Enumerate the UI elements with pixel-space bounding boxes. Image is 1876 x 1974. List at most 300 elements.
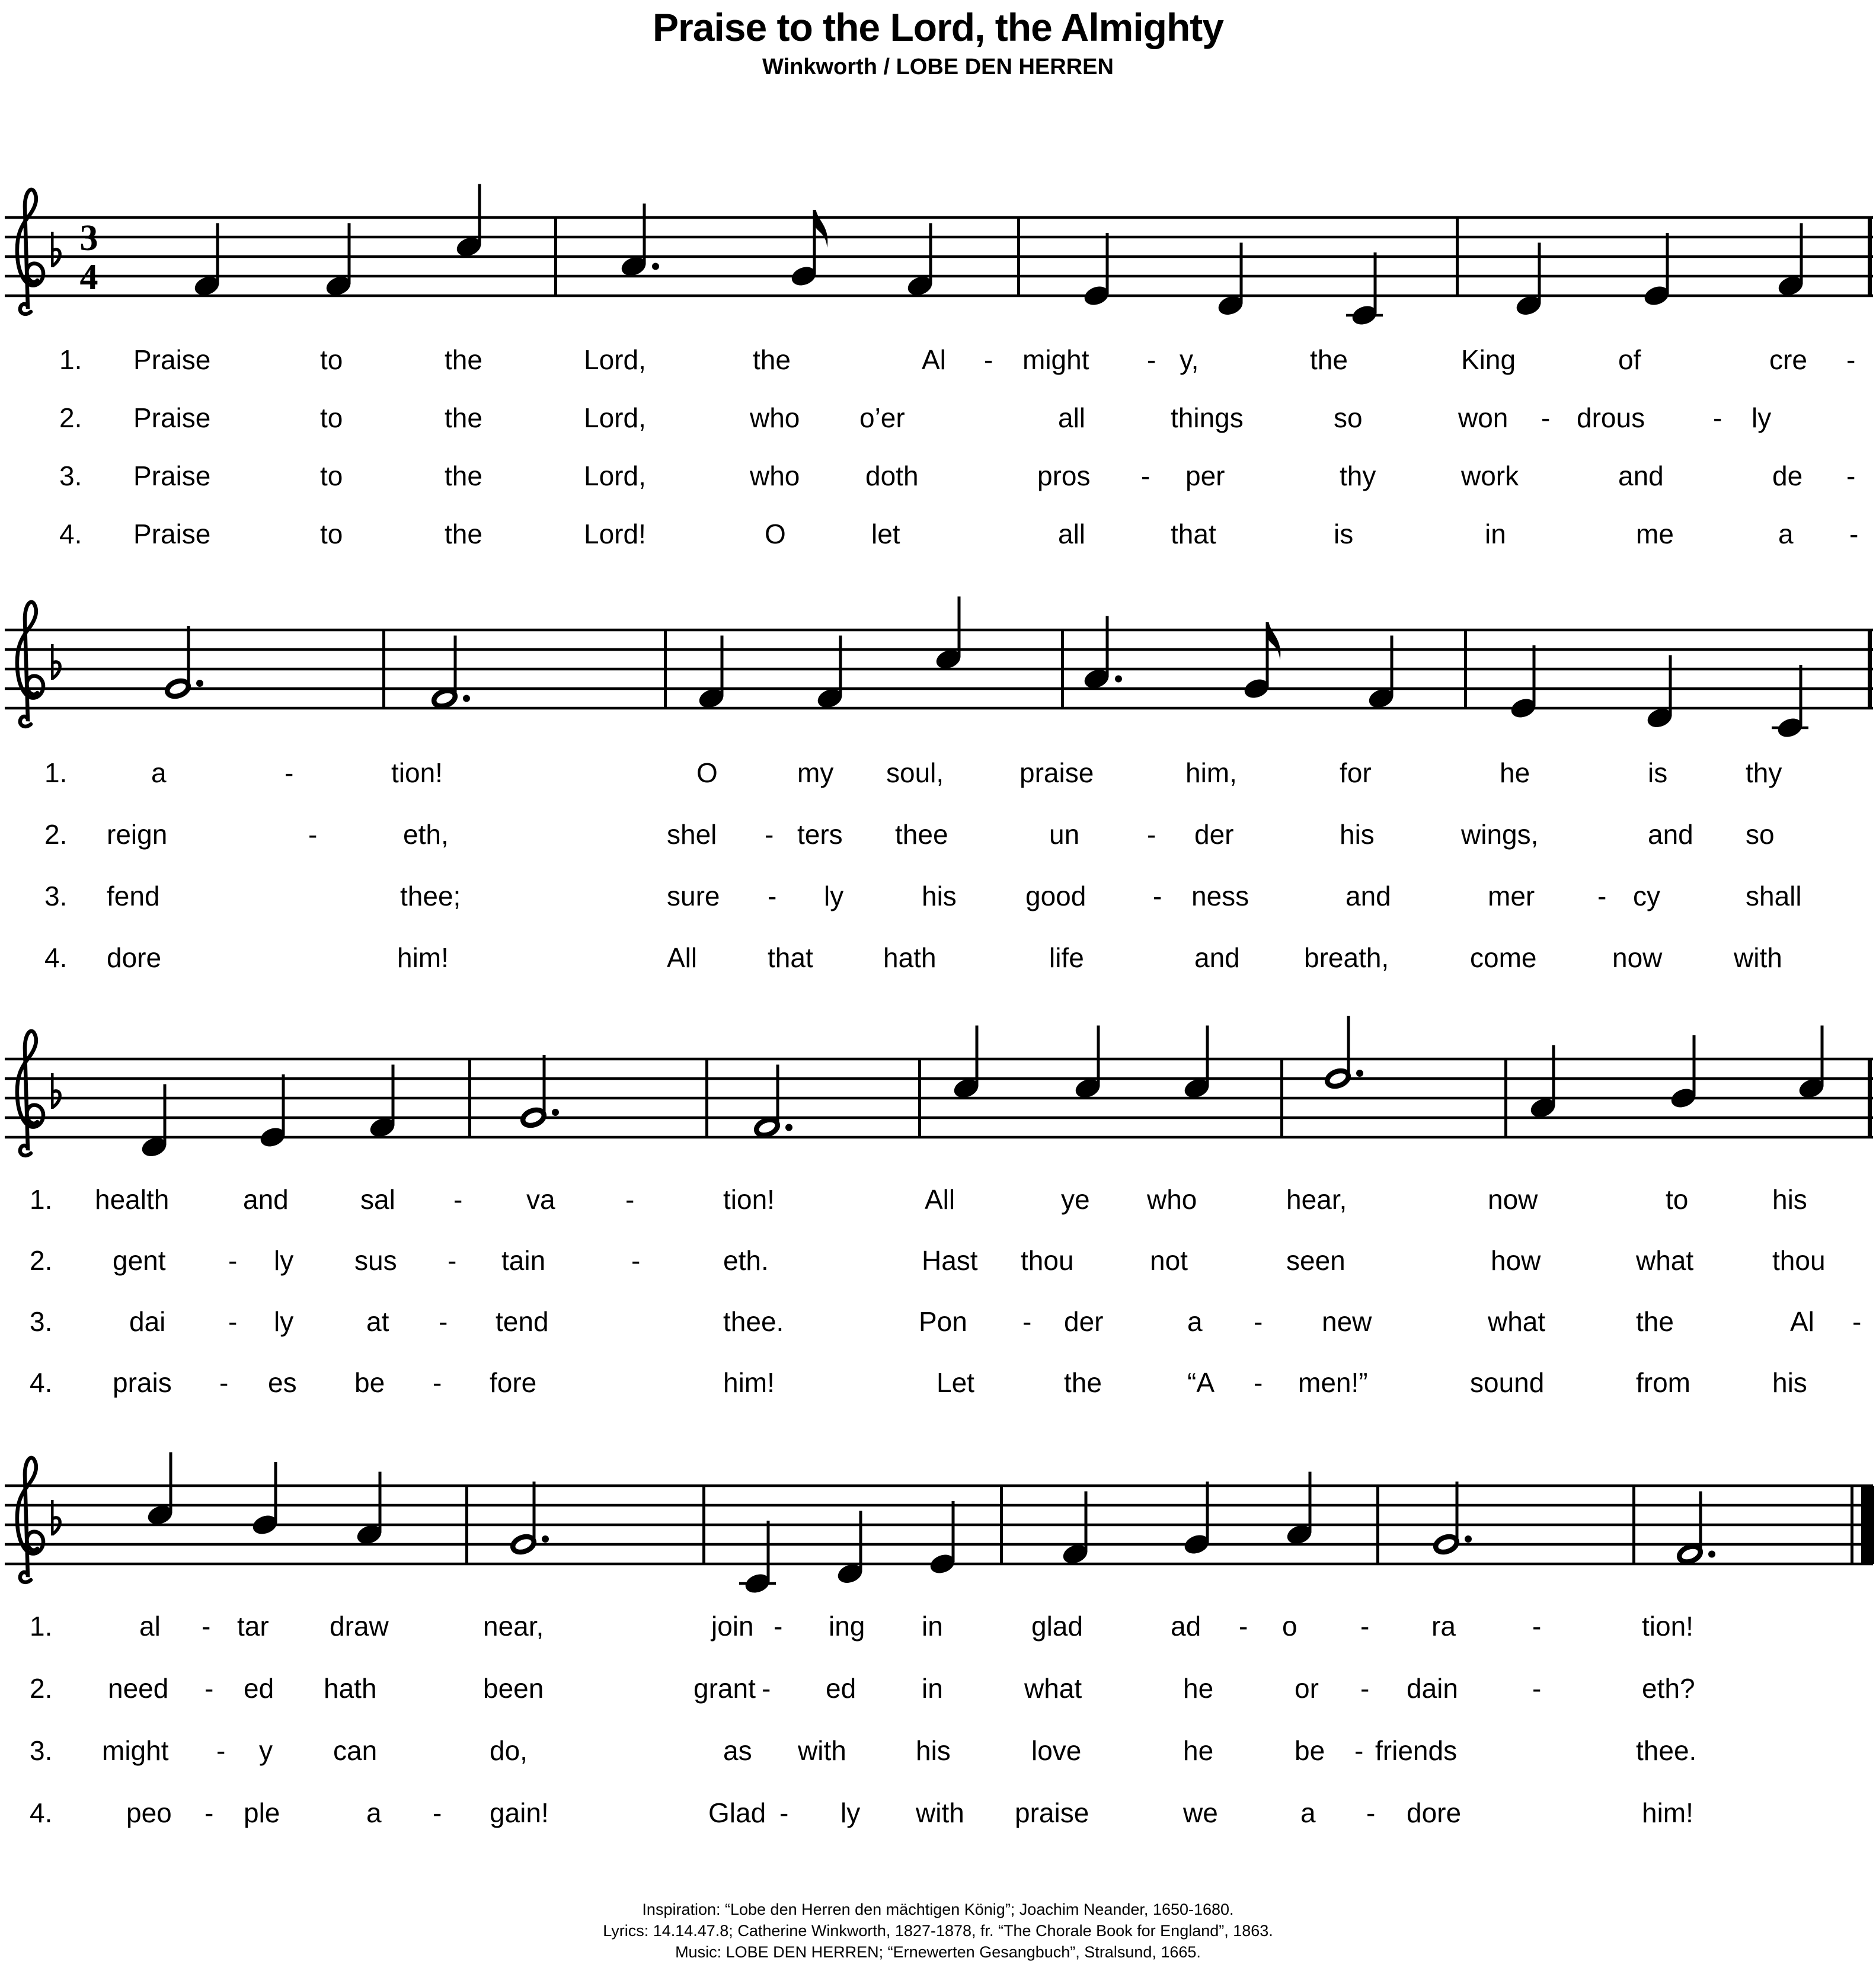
- verse-number: 4.: [30, 1797, 53, 1828]
- note-stem: [187, 626, 190, 687]
- syllable-hyphen: -: [779, 1797, 789, 1828]
- lyric-word: might: [1022, 344, 1089, 375]
- note-f4-q: [324, 223, 353, 299]
- lyric-word: dai: [129, 1306, 166, 1337]
- note-c5-q: [454, 184, 484, 260]
- note-stem: [1699, 1492, 1702, 1553]
- note-stem: [958, 597, 961, 658]
- lyric-word: “A: [1187, 1367, 1215, 1398]
- lyric-word: is: [1334, 519, 1354, 549]
- note-f4-q: [367, 1065, 397, 1140]
- lyric-word: all: [1058, 402, 1086, 433]
- note-f4-dh: [1677, 1492, 1715, 1565]
- lyric-word: sal: [360, 1184, 395, 1215]
- page-title: Praise to the Lord, the Almighty: [653, 5, 1223, 49]
- lyric-word: ness: [1191, 881, 1249, 911]
- syllable-hyphen: -: [308, 819, 318, 850]
- note-c4-q: [739, 1521, 776, 1596]
- lyric-word: and: [1346, 881, 1391, 911]
- staff-line: [5, 1077, 1873, 1080]
- lyric-word: ra: [1431, 1611, 1456, 1642]
- note-e4-q: [1082, 233, 1111, 308]
- verse-line-1-system-2: [0, 756, 1876, 790]
- note-stem: [1391, 636, 1394, 697]
- lyric-word: won: [1458, 402, 1509, 433]
- note-stem: [478, 184, 481, 245]
- verse-line-4-system-4: [0, 1796, 1876, 1830]
- note-stem: [1206, 1026, 1209, 1087]
- lyric-word: wings,: [1461, 819, 1539, 850]
- lyric-word: Praise: [133, 344, 211, 375]
- lyric-word: Hast: [922, 1245, 978, 1276]
- note-stem: [1666, 233, 1669, 294]
- note-stem: [1206, 1482, 1209, 1543]
- lyric-word: thee: [895, 819, 948, 850]
- lyric-word: the: [1310, 344, 1348, 375]
- verse-line-3-system-4: [0, 1733, 1876, 1768]
- note-stem: [1552, 1045, 1555, 1106]
- syllable-hyphen: -: [1852, 1306, 1862, 1337]
- syllable-hyphen: -: [768, 881, 777, 911]
- lyric-word: es: [268, 1367, 297, 1398]
- lyric-word: cre: [1769, 344, 1807, 375]
- lyric-word: mer: [1488, 881, 1535, 911]
- notehead-half: [165, 678, 190, 699]
- note-f4-q: [1060, 1492, 1090, 1567]
- lyric-word: the: [1636, 1306, 1674, 1337]
- syllable-hyphen: -: [228, 1306, 238, 1337]
- barline: [1280, 1059, 1283, 1137]
- syllable-hyphen: -: [1846, 344, 1856, 375]
- lyric-word: thy: [1340, 460, 1376, 491]
- note-a4-dq: [619, 204, 659, 279]
- lyric-word: tion!: [723, 1184, 775, 1215]
- syllable-hyphen: -: [631, 1245, 641, 1276]
- note-c5-q: [145, 1452, 175, 1528]
- lyric-word: ple: [244, 1797, 280, 1828]
- lyric-word: new: [1322, 1306, 1372, 1337]
- note-stem: [348, 223, 351, 284]
- lyric-word: me: [1636, 519, 1674, 549]
- lyric-word: him!: [723, 1367, 775, 1398]
- staff-line: [5, 687, 1873, 690]
- note-stem: [274, 1462, 277, 1523]
- verse-number: 3.: [44, 881, 68, 911]
- lyric-word: what: [1488, 1306, 1546, 1337]
- note-c4-q: [1772, 665, 1808, 740]
- verse-number: 2.: [30, 1673, 53, 1704]
- note-d4-q: [835, 1511, 865, 1586]
- staff-system-3: [0, 1007, 1876, 1185]
- note-stem: [1533, 645, 1536, 706]
- syllable-hyphen: -: [204, 1673, 214, 1704]
- lyric-word: ye: [1061, 1184, 1090, 1215]
- verse-number: 2.: [59, 402, 82, 433]
- augmentation-dot: [542, 1535, 549, 1543]
- staff-line: [5, 1485, 1873, 1487]
- lyric-word: gain!: [490, 1797, 549, 1828]
- lyric-word: with: [916, 1797, 964, 1828]
- augmentation-dot: [1115, 676, 1122, 683]
- note-stem: [282, 1074, 285, 1135]
- note-stem: [1266, 622, 1269, 687]
- note-stem: [533, 1482, 536, 1543]
- staff-line: [5, 275, 1873, 278]
- syllable-hyphen: -: [1713, 402, 1722, 433]
- lyric-word: tar: [237, 1611, 269, 1642]
- lyric-word: Lord,: [584, 460, 646, 491]
- lyric-word: un: [1049, 819, 1080, 850]
- lyric-word: so: [1746, 819, 1775, 850]
- lyric-word: Lord!: [584, 519, 646, 549]
- augmentation-dot: [196, 680, 203, 687]
- note-d4-q: [139, 1084, 169, 1160]
- staff-line: [5, 255, 1873, 258]
- note-stem: [1085, 1492, 1088, 1553]
- note-g4-q: [1182, 1482, 1212, 1557]
- note-d4-q: [1216, 243, 1245, 318]
- lyric-word: friends: [1375, 1735, 1458, 1766]
- lyric-word: o: [1282, 1611, 1297, 1642]
- syllable-hyphen: -: [1153, 881, 1162, 911]
- note-stem: [1456, 1482, 1459, 1543]
- lyric-word: shall: [1746, 881, 1802, 911]
- verse-line-1-system-1: [0, 343, 1876, 377]
- lyric-word: the: [1064, 1367, 1102, 1398]
- note-stem: [776, 1065, 779, 1126]
- lyric-word: ed: [244, 1673, 274, 1704]
- lyric-word: thee;: [400, 881, 461, 911]
- notehead-half: [520, 1107, 546, 1128]
- verse-line-4-system-3: [0, 1365, 1876, 1400]
- lyric-word: pros: [1037, 460, 1091, 491]
- lyric-word: al: [139, 1611, 161, 1642]
- staff-line: [5, 629, 1873, 632]
- barline: [1632, 1486, 1635, 1564]
- lyric-word: love: [1031, 1735, 1082, 1766]
- footer-music-credit: Music: LOBE DEN HERREN; “Ernewerten Gesangbuch”, Stralsund, 1665.: [675, 1943, 1201, 1961]
- end-barline: [1868, 217, 1872, 296]
- lyric-word: how: [1491, 1245, 1541, 1276]
- staff-line: [5, 648, 1873, 651]
- lyric-word: his: [922, 881, 957, 911]
- note-f4-q: [815, 636, 845, 711]
- lyric-word: he: [1183, 1735, 1214, 1766]
- lyric-word: be: [354, 1367, 385, 1398]
- lyric-word: health: [95, 1184, 170, 1215]
- note-e4-q: [1642, 233, 1672, 308]
- syllable-hyphen: -: [219, 1367, 229, 1398]
- note-stem: [1347, 1016, 1350, 1077]
- syllable-hyphen: -: [1360, 1611, 1370, 1642]
- lyric-word: Praise: [133, 519, 211, 549]
- lyric-word: ad: [1171, 1611, 1201, 1642]
- note-f4-q: [1366, 636, 1396, 711]
- lyric-word: ly: [824, 881, 844, 911]
- lyric-word: y,: [1180, 344, 1199, 375]
- lyric-word: might: [102, 1735, 169, 1766]
- note-stem: [839, 636, 842, 697]
- barline: [918, 1059, 921, 1137]
- note-stem: [379, 1472, 382, 1533]
- note-stem: [813, 210, 816, 274]
- lyric-word: to: [320, 519, 343, 549]
- lyric-word: sus: [354, 1245, 397, 1276]
- verse-line-2-system-3: [0, 1243, 1876, 1278]
- notehead-half: [754, 1117, 779, 1138]
- note-stem: [1821, 1026, 1824, 1087]
- lyric-word: things: [1171, 402, 1244, 433]
- barline: [1504, 1059, 1507, 1137]
- lyric-word: Al: [1790, 1306, 1814, 1337]
- staff-line: [5, 1097, 1873, 1100]
- verse-number: 3.: [59, 460, 82, 491]
- note-stem: [1693, 1035, 1696, 1096]
- syllable-hyphen: -: [984, 344, 993, 375]
- lyric-word: King: [1461, 344, 1516, 375]
- lyric-word: tion!: [391, 757, 443, 788]
- lyric-word: gent: [113, 1245, 166, 1276]
- verse-line-4-system-1: [0, 517, 1876, 551]
- lyric-word: Let: [937, 1367, 974, 1398]
- syllable-hyphen: -: [765, 819, 774, 850]
- barline: [1464, 630, 1467, 708]
- note-stem: [543, 1055, 546, 1116]
- note-bb4-q: [1669, 1035, 1698, 1111]
- verse-number: 1.: [59, 344, 82, 375]
- staff-line: [5, 1136, 1873, 1139]
- lyric-word: y: [259, 1735, 273, 1766]
- lyric-word: hear,: [1286, 1184, 1347, 1215]
- lyric-word: sound: [1470, 1367, 1545, 1398]
- staff-line: [5, 668, 1873, 671]
- note-stem: [170, 1452, 172, 1514]
- lyric-word: thy: [1746, 757, 1782, 788]
- lyric-word: eth,: [403, 819, 449, 850]
- lyric-word: praise: [1020, 757, 1094, 788]
- lyric-word: All: [925, 1184, 955, 1215]
- lyric-word: his: [1340, 819, 1375, 850]
- note-stem: [859, 1511, 862, 1572]
- syllable-hyphen: -: [433, 1367, 442, 1398]
- staff-line: [5, 216, 1873, 219]
- lyric-word: what: [1024, 1673, 1082, 1704]
- lyric-word: we: [1183, 1797, 1218, 1828]
- lyric-word: need: [108, 1673, 169, 1704]
- lyric-word: Glad: [708, 1797, 766, 1828]
- lyric-word: a: [1187, 1306, 1203, 1337]
- lyric-word: ly: [274, 1245, 294, 1276]
- footer-inspiration: Inspiration: “Lobe den Herren den mächtigen König”; Joachim Neander, 1650-1680.: [642, 1901, 1234, 1918]
- barline: [664, 630, 667, 708]
- staff-system-4: [0, 1434, 1876, 1611]
- lyric-word: in: [922, 1673, 943, 1704]
- barline: [1017, 217, 1020, 296]
- lyric-word: who: [750, 460, 800, 491]
- lyric-word: praise: [1015, 1797, 1089, 1828]
- lyric-word: doth: [865, 460, 919, 491]
- note-f4-q: [905, 223, 935, 299]
- syllable-hyphen: -: [625, 1184, 635, 1215]
- verse-number: 1.: [30, 1611, 53, 1642]
- lyric-word: from: [1636, 1367, 1690, 1398]
- note-c5-q: [1073, 1026, 1102, 1101]
- syllable-hyphen: -: [202, 1611, 211, 1642]
- notehead-half: [1433, 1534, 1459, 1555]
- lyric-word: the: [445, 344, 482, 375]
- barline: [554, 217, 557, 296]
- lyric-word: draw: [330, 1611, 389, 1642]
- lyric-word: his: [1772, 1184, 1807, 1215]
- verse-line-3-system-2: [0, 879, 1876, 913]
- lyric-word: with: [798, 1735, 846, 1766]
- end-barline: [1868, 1059, 1872, 1137]
- note-c5-q: [1182, 1026, 1212, 1101]
- lyric-word: O: [765, 519, 786, 549]
- lyric-word: Lord,: [584, 402, 646, 433]
- lyric-word: not: [1150, 1245, 1188, 1276]
- lyric-word: All: [667, 942, 698, 973]
- staff-line: [5, 1058, 1873, 1061]
- lyric-word: a: [1778, 519, 1794, 549]
- lyric-word: let: [871, 519, 900, 549]
- staff-line: [5, 1116, 1873, 1119]
- verse-number: 1.: [30, 1184, 53, 1215]
- lyric-word: and: [1648, 819, 1693, 850]
- lyric-word: can: [333, 1735, 378, 1766]
- augmentation-dot: [652, 263, 659, 270]
- lyric-word: a: [151, 757, 167, 788]
- lyric-word: Praise: [133, 402, 211, 433]
- syllable-hyphen: -: [1239, 1611, 1248, 1642]
- lyric-word: who: [750, 402, 800, 433]
- lyric-word: reign: [107, 819, 168, 850]
- staff-line: [5, 295, 1873, 297]
- syllable-hyphen: -: [774, 1611, 783, 1642]
- note-a4-q: [354, 1472, 384, 1547]
- verse-line-2-system-2: [0, 817, 1876, 852]
- note-f4-q: [1776, 223, 1805, 299]
- lyric-word: is: [1648, 757, 1668, 788]
- note-stem: [1106, 616, 1109, 677]
- augmentation-dot: [1708, 1551, 1715, 1558]
- lyric-word: with: [1734, 942, 1782, 973]
- barline: [1061, 630, 1064, 708]
- note-stem: [1669, 655, 1672, 716]
- lyric-word: o’er: [859, 402, 905, 433]
- verse-line-1-system-4: [0, 1609, 1876, 1643]
- note-stem: [767, 1521, 770, 1582]
- lyric-word: his: [1772, 1367, 1807, 1398]
- note-stem: [643, 204, 646, 265]
- lyric-word: a: [366, 1797, 382, 1828]
- syllable-hyphen: -: [1147, 819, 1156, 850]
- notehead-half: [510, 1534, 536, 1555]
- final-barline-thick: [1861, 1486, 1874, 1564]
- syllable-hyphen: -: [1849, 519, 1859, 549]
- lyric-word: that: [768, 942, 813, 973]
- note-stem: [392, 1065, 395, 1126]
- lyric-word: to: [320, 402, 343, 433]
- note-f4-dh: [754, 1065, 792, 1138]
- lyric-word: Al: [922, 344, 946, 375]
- lyric-word: glad: [1031, 1611, 1083, 1642]
- staff-line: [5, 1524, 1873, 1527]
- eighth-flag: [816, 210, 828, 248]
- lyric-word: dore: [107, 942, 162, 973]
- lyric-word: at: [366, 1306, 389, 1337]
- staff-system-1: [0, 165, 1876, 343]
- lyric-word: in: [922, 1611, 943, 1642]
- verse-line-2-system-4: [0, 1671, 1876, 1706]
- lyric-word: and: [1618, 460, 1664, 491]
- syllable-hyphen: -: [228, 1245, 238, 1276]
- syllable-hyphen: -: [1532, 1611, 1542, 1642]
- lyric-word: life: [1049, 942, 1084, 973]
- lyric-word: tain: [501, 1245, 546, 1276]
- barline: [702, 1486, 705, 1564]
- lyric-word: near,: [483, 1611, 544, 1642]
- syllable-hyphen: -: [1254, 1367, 1263, 1398]
- lyric-word: prais: [113, 1367, 172, 1398]
- lyric-word: all: [1058, 519, 1086, 549]
- lyric-word: work: [1461, 460, 1519, 491]
- note-stem: [1309, 1472, 1312, 1533]
- syllable-hyphen: -: [1147, 344, 1156, 375]
- lyric-word: to: [320, 344, 343, 375]
- note-stem: [164, 1084, 167, 1146]
- lyric-word: in: [1485, 519, 1506, 549]
- note-f4-q: [696, 636, 726, 711]
- syllable-hyphen: -: [1022, 1306, 1032, 1337]
- lyric-word: ed: [826, 1673, 856, 1704]
- note-f4-dh: [432, 636, 470, 709]
- lyric-word: va: [526, 1184, 555, 1215]
- syllable-hyphen: -: [1597, 881, 1607, 911]
- verse-number: 1.: [44, 757, 68, 788]
- lyric-word: tion!: [1642, 1611, 1693, 1642]
- lyric-word: fore: [490, 1367, 537, 1398]
- syllable-hyphen: -: [285, 757, 294, 788]
- lyric-word: men!”: [1298, 1367, 1368, 1398]
- lyric-word: thee.: [723, 1306, 784, 1337]
- note-c5-q: [934, 597, 963, 672]
- note-stem: [1240, 243, 1243, 304]
- syllable-hyphen: -: [1141, 460, 1150, 491]
- lyric-word: peo: [126, 1797, 172, 1828]
- verse-line-3-system-1: [0, 459, 1876, 493]
- lyric-word: thou: [1021, 1245, 1074, 1276]
- verse-line-4-system-2: [0, 940, 1876, 975]
- time-signature-numerator: 3: [79, 218, 98, 258]
- lyric-word: to: [1666, 1184, 1689, 1215]
- lyric-word: he: [1500, 757, 1530, 788]
- lyric-word: dain: [1407, 1673, 1458, 1704]
- lyric-word: of: [1618, 344, 1641, 375]
- time-signature-denominator: 4: [79, 257, 98, 297]
- note-c4-q: [1346, 252, 1383, 328]
- note-e4-q: [258, 1074, 287, 1150]
- staff-line: [5, 236, 1873, 239]
- syllable-hyphen: -: [762, 1673, 771, 1704]
- staff-line: [5, 707, 1873, 710]
- verse-line-1-system-3: [0, 1182, 1876, 1217]
- lyric-word: ly: [274, 1306, 294, 1337]
- lyric-word: as: [723, 1735, 752, 1766]
- footer-lyrics-credit: Lyrics: 14.14.47.8; Catherine Winkworth, 1827-1878, fr. “The Chorale Book for England”, 1863.: [603, 1922, 1273, 1940]
- page-subtitle: Winkworth / LOBE DEN HERREN: [762, 55, 1114, 79]
- note-stem: [1800, 223, 1803, 284]
